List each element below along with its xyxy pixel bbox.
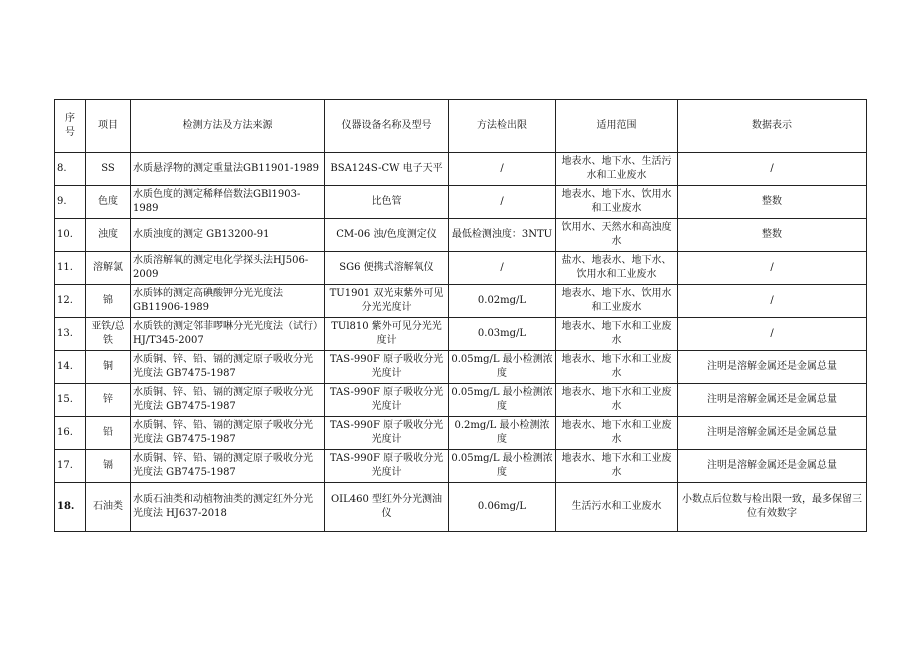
cell-seq: 8. [55,153,86,186]
cell-scope: 地表水、地下水和工业废水 [556,384,678,417]
cell-instrument: OIL460 型红外分光测油仪 [325,483,449,532]
cell-method: 水质悬浮物的测定重量法GB11901-1989 [131,153,325,186]
cell-method: 水质色度的测定稀释倍数法GBl1903-1989 [131,186,325,219]
header-item: 项目 [86,100,131,153]
cell-item: 锌 [86,384,131,417]
cell-limit: 0.2mg/L 最小检测浓度 [449,417,556,450]
table-row [55,285,867,318]
cell-data: 小数点后位数与检出限一致，最多保留三位有效数字 [678,483,867,532]
cell-method: 水质铜、锌、铅、镉的测定原子吸收分光光度法 GB7475-1987 [131,417,325,450]
cell-limit: 0.02mg/L [449,285,556,318]
cell-data: / [678,153,867,186]
cell-scope: 地表水、地下水、生活污水和工业废水 [556,153,678,186]
cell-data: 注明是溶解金属还是金属总量 [678,450,867,483]
cell-item: 色度 [86,186,131,219]
cell-instrument: TAS-990F 原子吸收分光光度计 [325,351,449,384]
table-header-row [55,100,867,153]
table-row [55,483,867,532]
cell-data: 整数 [678,219,867,252]
cell-method: 水质铁的测定邻菲啰啉分光光度法（试行）HJ/T345-2007 [131,318,325,351]
cell-limit: 0.05mg/L 最小检测浓度 [449,450,556,483]
cell-item: 铅 [86,417,131,450]
cell-data: 注明是溶解金属还是金属总量 [678,417,867,450]
cell-method: 水质溶解氧的测定电化学探头法HJ506-2009 [131,252,325,285]
cell-limit: 0.05mg/L 最小检测浓度 [449,351,556,384]
cell-method: 水质铜、锌、铅、镉的测定原子吸收分光光度法 GB7475-1987 [131,351,325,384]
cell-scope: 地表水、地下水和工业废水 [556,450,678,483]
cell-item: 铜 [86,351,131,384]
cell-seq: 16. [55,417,86,450]
cell-seq: 17. [55,450,86,483]
cell-limit: 最低检测浊度：3NTU [449,219,556,252]
cell-item: 浊度 [86,219,131,252]
cell-instrument: SG6 便携式溶解氧仪 [325,252,449,285]
cell-seq: 12. [55,285,86,318]
cell-data: 整数 [678,186,867,219]
cell-instrument: TUl810 紫外可见分光光度计 [325,318,449,351]
cell-limit: / [449,252,556,285]
header-scope: 适用范围 [556,100,678,153]
table-row [55,384,867,417]
table-row [55,417,867,450]
table-row [55,219,867,252]
method-table [54,99,867,532]
cell-data: / [678,252,867,285]
header-seq-line2: 号 [65,127,75,138]
cell-method: 水质石油类和动植物油类的测定红外分光光度法 HJ637-2018 [131,483,325,532]
cell-instrument: TU1901 双光束紫外可见分光光度计 [325,285,449,318]
table-row [55,351,867,384]
cell-scope: 生活污水和工业废水 [556,483,678,532]
cell-instrument: TAS-990F 原子吸收分光光度计 [325,384,449,417]
cell-data: 注明是溶解金属还是金属总量 [678,384,867,417]
cell-seq: 14. [55,351,86,384]
cell-scope: 地表水、地下水和工业废水 [556,417,678,450]
cell-instrument: TAS-990F 原子吸收分光光度计 [325,450,449,483]
cell-method: 水质铜、锌、铅、镉的测定原子吸收分光光度法 GB7475-1987 [131,384,325,417]
table-row [55,318,867,351]
cell-instrument: TAS-990F 原子吸收分光光度计 [325,417,449,450]
cell-item: 石油类 [86,483,131,532]
table-row [55,450,867,483]
cell-seq: 13. [55,318,86,351]
cell-scope: 地表水、地下水、饮用水和工业废水 [556,186,678,219]
header-method: 检测方法及方法来源 [131,100,325,153]
cell-scope: 饮用水、天然水和高浊度水 [556,219,678,252]
cell-seq: 11. [55,252,86,285]
cell-instrument: CM-06 浊/色度测定仪 [325,219,449,252]
table-row [55,153,867,186]
cell-item: 镉 [86,450,131,483]
cell-method: 水质钵的测定高碘酸钾分光光度法GB11906-1989 [131,285,325,318]
cell-data: / [678,318,867,351]
header-instrument: 仪器设备名称及型号 [325,100,449,153]
cell-seq: 9. [55,186,86,219]
cell-item: SS [86,153,131,186]
cell-limit: / [449,153,556,186]
header-data: 数据表示 [678,100,867,153]
cell-limit: 0.03mg/L [449,318,556,351]
cell-item: 锦 [86,285,131,318]
cell-seq: 15. [55,384,86,417]
cell-limit: 0.06mg/L [449,483,556,532]
table-row [55,186,867,219]
header-seq-line1: 序 [65,113,75,124]
cell-scope: 盐水、地表水、地下水、饮用水和工业废水 [556,252,678,285]
cell-limit: / [449,186,556,219]
cell-method: 水质铜、锌、铅、镉的测定原子吸收分光光度法 GB7475-1987 [131,450,325,483]
header-limit: 方法检出限 [449,100,556,153]
cell-scope: 地表水、地下水和工业废水 [556,351,678,384]
cell-method: 水质浊度的测定 GB13200-91 [131,219,325,252]
table-row [55,252,867,285]
cell-instrument: 比色管 [325,186,449,219]
cell-seq: 18. [55,483,86,532]
cell-data: 注明是溶解金属还是金属总量 [678,351,867,384]
header-seq [55,100,86,153]
cell-data: / [678,285,867,318]
cell-scope: 地表水、地下水、饮用水和工业废水 [556,285,678,318]
cell-scope: 地表水、地下水和工业废水 [556,318,678,351]
cell-limit: 0.05mg/L 最小检测浓度 [449,384,556,417]
cell-instrument: BSA124S-CW 电子天平 [325,153,449,186]
cell-item: 溶解氯 [86,252,131,285]
cell-item: 亚铁/总铁 [86,318,131,351]
cell-seq: 10. [55,219,86,252]
